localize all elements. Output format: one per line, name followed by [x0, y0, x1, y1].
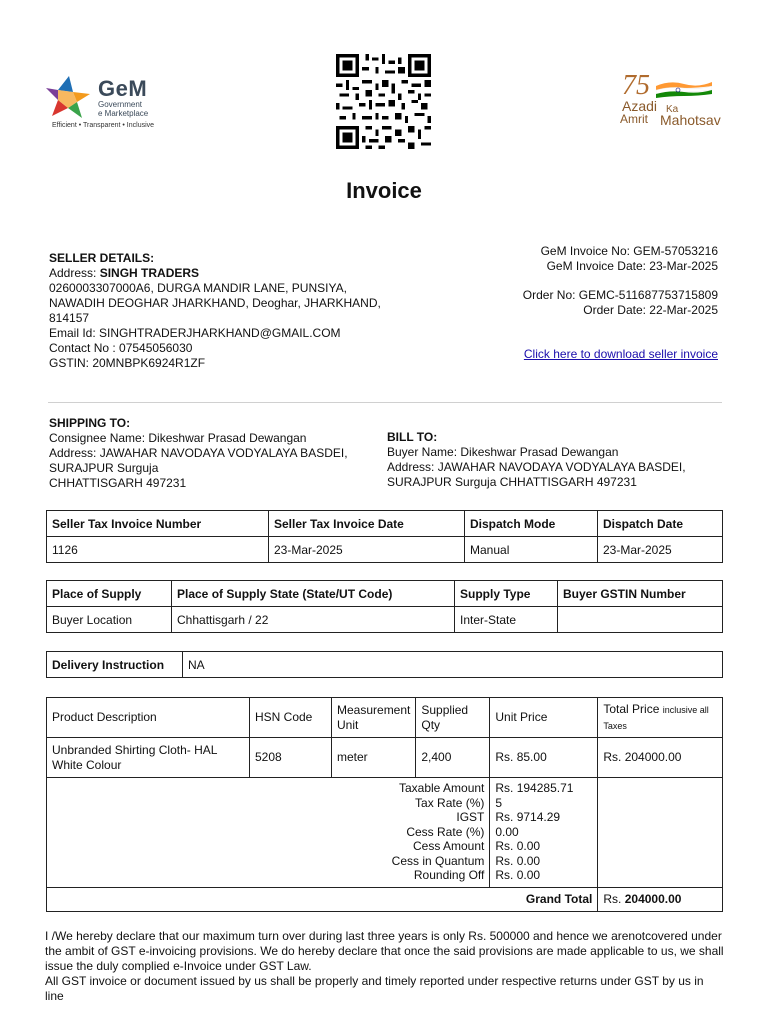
table-cell: Buyer Location	[47, 607, 172, 633]
summary-empty-cell	[598, 778, 723, 888]
hsn-code: 5208	[250, 738, 332, 778]
table-header-cell	[598, 698, 723, 738]
table-header-cell: HSN Code	[250, 698, 332, 738]
gem-star-icon	[44, 72, 94, 122]
supply-table	[46, 580, 723, 633]
summary-label: Tax Rate (%)	[415, 795, 485, 810]
table-header-cell: Place of Supply	[47, 581, 172, 607]
summary-value: 5	[495, 795, 503, 810]
seller-address-line	[49, 266, 389, 281]
gem-logo-subtitle-2: e Marketplace	[98, 109, 149, 118]
tax-invoice-table	[46, 510, 723, 563]
summary-label: Cess Rate (%)	[406, 824, 485, 839]
table-cell: 1126	[47, 537, 269, 563]
billing-address: Address: JAWAHAR NAVODAYA VODYALAYA BASDEI, SURAJPUR Surguja CHHATTISGARH 497231	[387, 460, 686, 489]
product-description: Unbranded Shirting Cloth- HAL White Colour	[47, 738, 250, 778]
product-table	[46, 697, 723, 912]
seller-email: Email Id: SINGHTRADERJHARKHAND@GMAIL.COM	[49, 326, 341, 340]
table-header-cell: Supply Type	[455, 581, 558, 607]
azadi-word-1: Azadi	[622, 98, 658, 114]
seller-details	[49, 251, 389, 371]
table-header-row	[47, 581, 723, 607]
table-header-cell: Seller Tax Invoice Date	[269, 511, 465, 537]
table-cell: Chhattisgarh / 22	[172, 607, 455, 633]
table-header-cell: Measurement Unit	[332, 698, 416, 738]
consignee-name: Consignee Name: Dikeshwar Prasad Dewangan	[49, 431, 307, 445]
seller-name: SINGH TRADERS	[99, 266, 200, 280]
table-cell: 23-Mar-2025	[598, 537, 723, 563]
buyer-name: Buyer Name: Dikeshwar Prasad Dewangan	[387, 445, 619, 459]
summary-label: Rounding Off	[413, 868, 485, 882]
grand-total-cell	[598, 887, 723, 911]
summary-label: Cess in Quantum	[391, 853, 485, 868]
invoice-info	[418, 244, 718, 362]
delivery-label: Delivery Instruction	[47, 652, 183, 678]
grand-total-value: 204000.00	[624, 892, 682, 906]
billing-details	[387, 430, 727, 490]
table-cell: 23-Mar-2025	[269, 537, 465, 563]
table-row	[47, 738, 723, 778]
summary-label: IGST	[456, 810, 485, 824]
table-header-row	[47, 511, 723, 537]
azadi-word-3: Amrit	[620, 112, 648, 126]
measurement-unit: meter	[332, 738, 416, 778]
delivery-value: NA	[183, 652, 723, 678]
qr-code	[335, 54, 432, 149]
grand-total-prefix: Rs.	[603, 892, 625, 906]
grand-total-label: Grand Total	[47, 887, 598, 911]
declaration-para-2: All GST invoice or document issued by us shall be properly and timely reported under respective returns under GST by us in line	[45, 974, 704, 1003]
download-seller-invoice-link[interactable]: Click here to download seller invoice	[523, 347, 718, 361]
table-header-cell: Product Description	[47, 698, 250, 738]
page-title: Invoice	[346, 178, 422, 203]
order-date: Order Date: 22-Mar-2025	[583, 303, 718, 317]
total-price-header: Total Price	[603, 701, 660, 716]
azadi-75: 75	[622, 70, 650, 101]
total-price-note: inclusive all Taxes	[603, 704, 709, 731]
shipping-state: CHHATTISGARH 497231	[49, 476, 187, 490]
gem-logo	[44, 72, 164, 132]
seller-contact: Contact No : 07545056030	[49, 341, 193, 355]
billing-heading: BILL TO:	[387, 430, 438, 444]
shipping-details	[49, 416, 379, 491]
seller-address: 0260003307000A6, DURGA MANDIR LANE, PUNSIYA, NAWADIH DEOGHAR JHARKHAND, Deoghar, JHARKHAND, 814157	[49, 281, 381, 325]
table-header-cell: Dispatch Mode	[465, 511, 598, 537]
invoice-date: GeM Invoice Date: 23-Mar-2025	[546, 259, 718, 273]
seller-address-label: Address:	[49, 266, 100, 280]
table-row	[47, 537, 723, 563]
table-cell	[558, 607, 723, 633]
summary-value: Rs. 194285.71	[495, 781, 574, 795]
table-cell: Inter-State	[455, 607, 558, 633]
delivery-table	[46, 651, 723, 678]
grand-total-row	[47, 887, 723, 911]
gem-logo-tagline: Efficient • Transparent • Inclusive	[52, 122, 155, 129]
table-header-row	[47, 698, 723, 738]
table-header-cell: Dispatch Date	[598, 511, 723, 537]
azadi-ka-amrit-mahotsav-logo	[618, 70, 728, 130]
summary-value: Rs. 0.00	[495, 868, 541, 882]
summary-value: Rs. 0.00	[495, 853, 541, 868]
table-header-cell: Buyer GSTIN Number	[558, 581, 723, 607]
table-header-cell: Seller Tax Invoice Number	[47, 511, 269, 537]
gem-logo-subtitle: Government	[98, 100, 143, 109]
unit-price: Rs. 85.00	[490, 738, 598, 778]
declaration-para-1: I /We hereby declare that our maximum turn over during last three years is only Rs. 500000 and hence we arenotcovered under the ambit of GST e-invoicing provisions. We do hereby declare that once the said provisions are made applicable to us, we shall issue the duly complied e-Invoice under GST Law.	[45, 929, 724, 973]
order-number: Order No: GEMC-511687753715809	[522, 288, 718, 302]
divider	[48, 402, 722, 403]
table-header-cell: Supplied Qty	[416, 698, 490, 738]
summary-value: Rs. 9714.29	[495, 810, 561, 824]
azadi-word-4: Mahotsav	[660, 112, 721, 128]
summary-labels	[47, 778, 490, 888]
table-header-cell: Place of Supply State (State/UT Code)	[172, 581, 455, 607]
gem-logo-title: GeM	[98, 76, 148, 101]
shipping-heading: SHIPPING TO:	[49, 416, 131, 430]
summary-value: 0.00	[495, 824, 519, 839]
flag-ribbon-icon	[656, 80, 712, 98]
total-price: Rs. 204000.00	[598, 738, 723, 778]
summary-values	[490, 778, 598, 888]
summary-value: Rs. 0.00	[495, 839, 541, 853]
azadi-word-2: Ka	[666, 104, 679, 115]
declaration	[45, 929, 725, 1004]
document-header	[0, 52, 768, 152]
invoice-number: GeM Invoice No: GEM-57053216	[540, 244, 718, 258]
summary-label: Cess Amount	[413, 839, 485, 853]
table-cell: Manual	[465, 537, 598, 563]
seller-heading: SELLER DETAILS:	[49, 251, 155, 265]
table-row	[47, 607, 723, 633]
seller-gstin: GSTIN: 20MNBPK6924R1ZF	[49, 356, 206, 370]
table-header-cell: Unit Price	[490, 698, 598, 738]
shipping-address: Address: JAWAHAR NAVODAYA VODYALAYA BASDEI, SURAJPUR Surguja	[49, 446, 348, 475]
table-row	[47, 652, 723, 678]
summary-row	[47, 778, 723, 888]
supplied-qty: 2,400	[416, 738, 490, 778]
summary-label: Taxable Amount	[398, 781, 485, 795]
